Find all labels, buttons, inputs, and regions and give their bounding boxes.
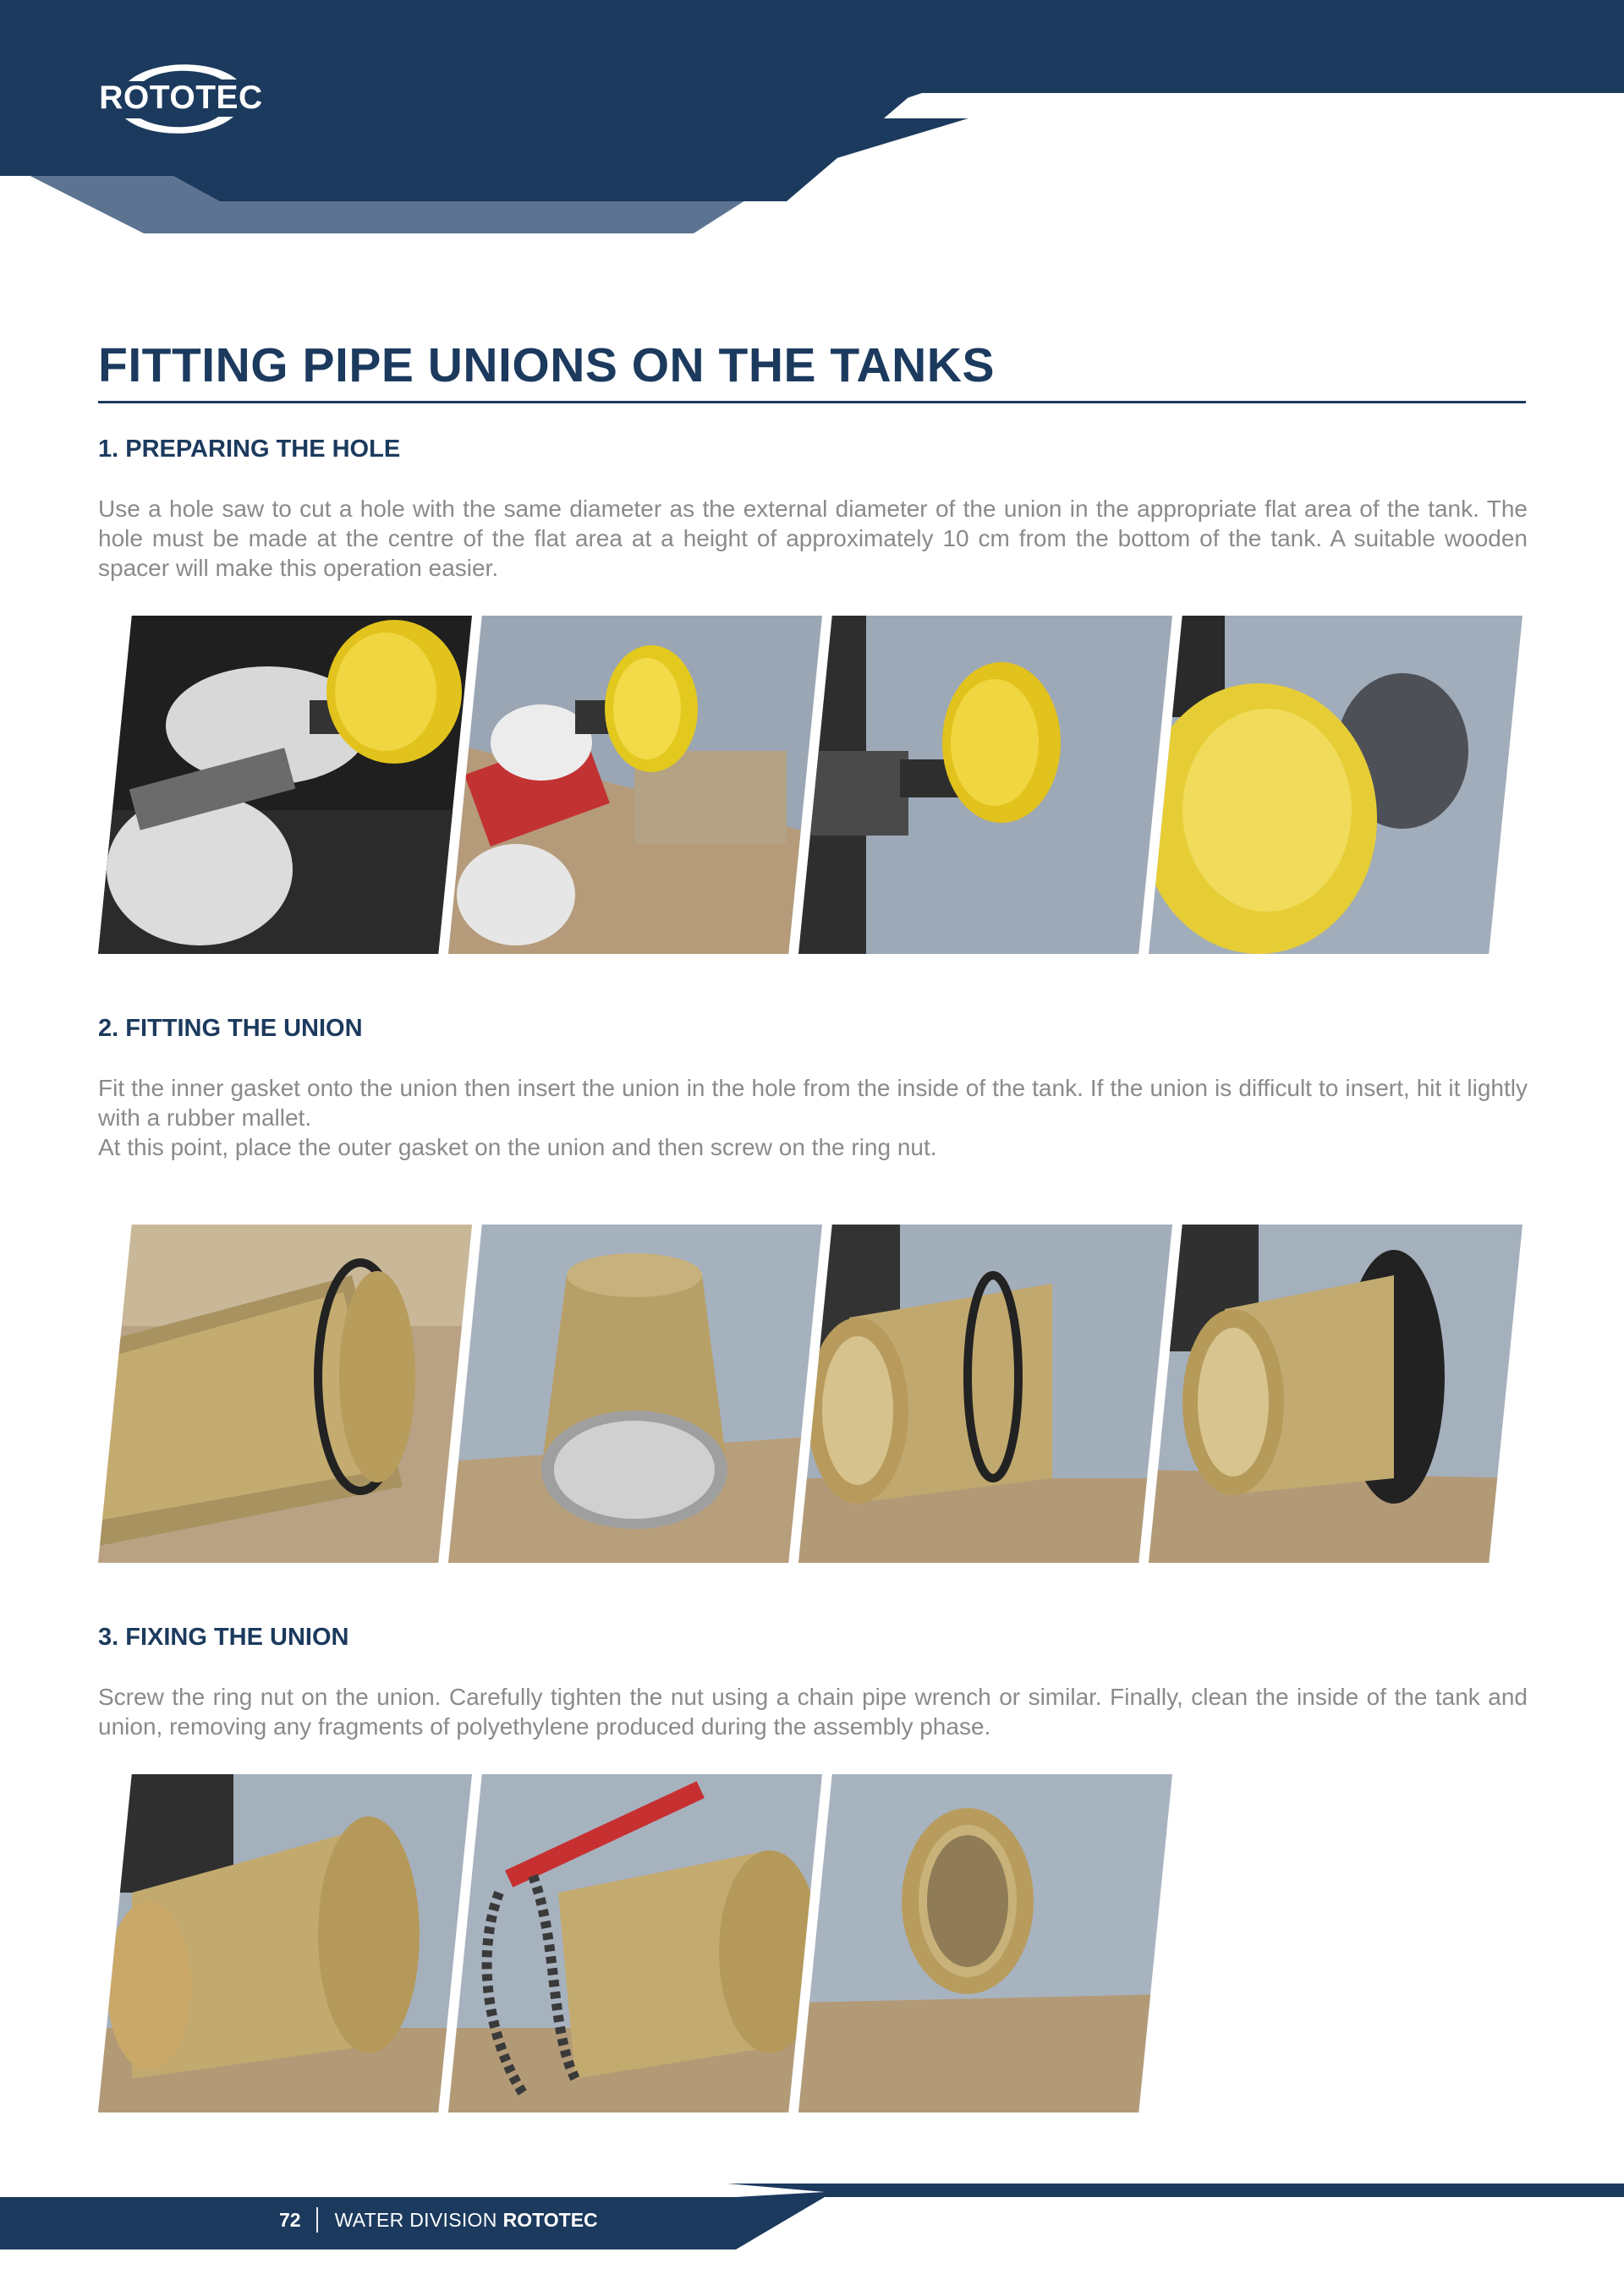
section-heading-preparing-hole: 1. PREPARING THE HOLE <box>98 436 401 463</box>
hole-saw-with-wooden-spacer-photo <box>448 616 822 954</box>
union-fixed-photo <box>98 1774 472 2112</box>
section-heading-fitting-union: 2. FITTING THE UNION <box>98 1015 363 1042</box>
union-inserted-photo <box>448 1225 822 1563</box>
paragraph: Screw the ring nut on the union. Carefully tighten the nut using a chain pipe wrench or similar. Finally, clean the inside of the tank and union, removing any fragments of polyethylene produced during the assembly phase. <box>98 1684 1528 1740</box>
photo-row-fitting-union <box>98 1225 1528 1563</box>
chain-pipe-wrench-photo <box>448 1774 822 2112</box>
footer-band <box>0 2173 1624 2296</box>
footer-division: WATER DIVISION <box>334 2208 497 2231</box>
outer-gasket-photo <box>798 1225 1172 1563</box>
union-from-inside-tank-photo <box>798 1774 1172 2112</box>
footer-brand: ROTOTEC <box>502 2208 598 2231</box>
section-body-fitting-union <box>98 1073 1528 1162</box>
paragraph: Use a hole saw to cut a hole with the same diameter as the external diameter of the union in the appropriate flat area of the tank. The hole must be made at the centre of the flat area at a height of approximately 10 cm from the bottom of the tank. A suitable wooden spacer will make this operation easier. <box>98 496 1528 581</box>
section-heading-fixing-union: 3. FIXING THE UNION <box>98 1624 349 1651</box>
paragraph: Fit the inner gasket onto the union then insert the union in the hole from the inside of the tank. If the union is difficult to insert, hit it lightly with a rubber mallet. <box>98 1075 1528 1131</box>
page-number: 72 <box>279 2208 301 2231</box>
page-title: FITTING PIPE UNIONS ON THE TANKS <box>98 335 1526 403</box>
section-body-preparing-hole <box>98 494 1528 583</box>
photo-row-fixing-union <box>98 1774 1528 2112</box>
section-body-fixing-union <box>98 1682 1528 1741</box>
finished-hole-photo <box>1149 616 1522 954</box>
photo-row-preparing-hole <box>98 616 1528 954</box>
union-with-gasket-photo <box>98 1225 472 1563</box>
ring-nut-on-union-photo <box>1149 1225 1522 1563</box>
logo-wordmark: ROTOTEC <box>99 79 263 116</box>
rototec-logo <box>95 56 267 140</box>
drilling-with-hole-saw-photo <box>98 616 472 954</box>
paragraph: At this point, place the outer gasket on the union and then screw on the ring nut. <box>98 1134 937 1160</box>
footer <box>279 2207 598 2233</box>
hole-saw-against-tank-photo <box>798 616 1172 954</box>
footer-divider <box>316 2207 318 2233</box>
